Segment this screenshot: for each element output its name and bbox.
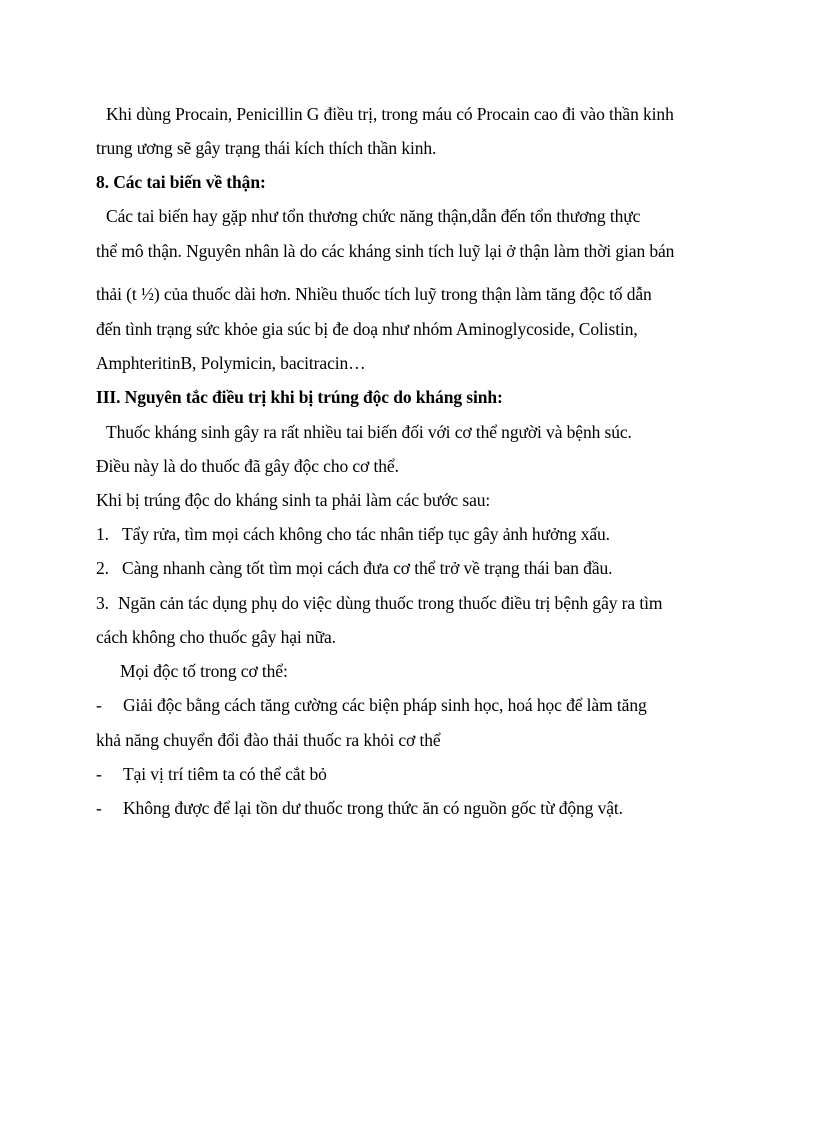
step-text: Tẩy rửa, tìm mọi cách không cho tác nhân tiếp tục gây ảnh hưởng xấu.: [122, 524, 610, 544]
bullet-dash: -: [96, 798, 102, 818]
numbered-step: [96, 592, 662, 614]
step-number: 2.: [96, 558, 109, 578]
paragraph-line: cách không cho thuốc gây hại nữa.: [96, 627, 336, 647]
paragraph-line: trung ương sẽ gây trạng thái kích thích thần kinh.: [96, 138, 437, 158]
bullet-item: [96, 694, 647, 716]
paragraph-line: thể mô thận. Nguyên nhân là do các kháng sinh tích luỹ lại ở thận làm thời gian bán: [96, 241, 675, 261]
section-heading: 8. Các tai biến về thận:: [96, 172, 266, 192]
step-text: Ngăn cản tác dụng phụ do việc dùng thuốc trong thuốc điều trị bệnh gây ra tìm: [118, 593, 663, 613]
paragraph-line: AmphteritinB, Polymicin, bacitracin…: [96, 353, 366, 373]
paragraph-line: Khi bị trúng độc do kháng sinh ta phải làm các bước sau:: [96, 490, 491, 510]
step-text: Càng nhanh càng tốt tìm mọi cách đưa cơ thể trở về trạng thái ban đầu.: [122, 558, 613, 578]
paragraph-line: Điều này là do thuốc đã gây độc cho cơ thể.: [96, 456, 399, 476]
bullet-item: [96, 797, 623, 819]
paragraph-line: thải (t ½) của thuốc dài hơn. Nhiều thuốc tích luỹ trong thận làm tăng độc tố dẫn: [96, 284, 652, 304]
step-number: 3.: [96, 593, 109, 613]
paragraph-line: Thuốc kháng sinh gây ra rất nhiều tai biến đối với cơ thể người và bệnh súc.: [106, 422, 632, 442]
numbered-step: [96, 557, 612, 579]
paragraph-line: đến tình trạng sức khỏe gia súc bị đe doạ như nhóm Aminoglycoside, Colistin,: [96, 319, 638, 339]
bullet-dash: -: [96, 764, 102, 784]
paragraph-line: Các tai biến hay gặp như tổn thương chức năng thận,dẫn đến tổn thương thực: [106, 206, 641, 226]
bullet-text: Không được để lại tồn dư thuốc trong thức ăn có nguồn gốc từ động vật.: [123, 798, 623, 818]
bullet-text: Giải độc bằng cách tăng cường các biện pháp sinh học, hoá học để làm tăng: [123, 695, 647, 715]
paragraph-line: Mọi độc tố trong cơ thể:: [120, 661, 288, 681]
bullet-text: Tại vị trí tiêm ta có thể cắt bỏ: [123, 764, 327, 784]
bullet-item: [96, 763, 327, 785]
paragraph-line: Khi dùng Procain, Penicillin G điều trị, trong máu có Procain cao đi vào thần kinh: [106, 104, 674, 124]
paragraph-line: khả năng chuyển đổi đào thải thuốc ra khỏi cơ thể: [96, 730, 441, 750]
bullet-dash: -: [96, 695, 102, 715]
section-heading: III. Nguyên tắc điều trị khi bị trúng độc do kháng sinh:: [96, 387, 503, 407]
numbered-step: [96, 523, 610, 545]
step-number: 1.: [96, 524, 109, 544]
